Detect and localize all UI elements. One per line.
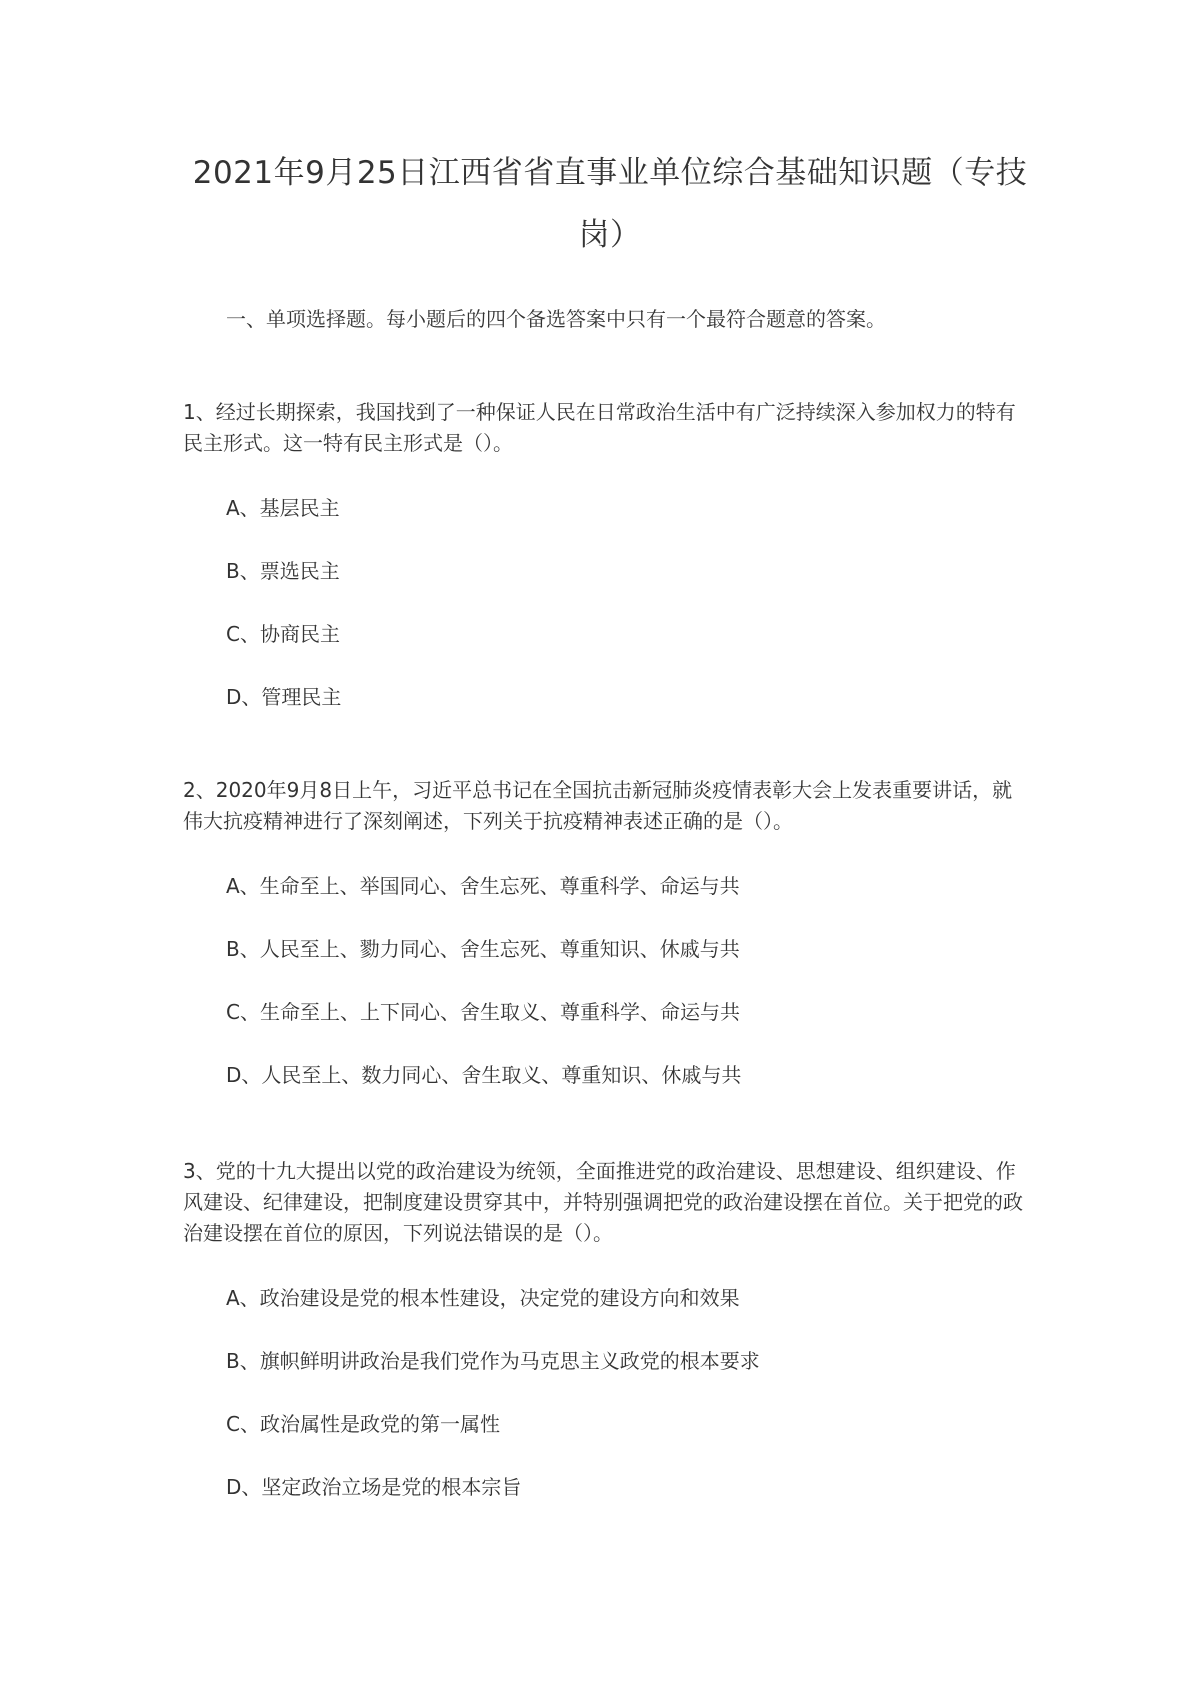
question-1-option-c: C、协商民主 (226, 622, 340, 646)
question-3-option-a: A、政治建设是党的根本性建设，决定党的建设方向和效果 (226, 1286, 740, 1310)
question-1-option-a: A、基层民主 (226, 496, 340, 520)
question-2-option-d: D、人民至上、数力同心、舍生取义、尊重知识、休戚与共 (226, 1063, 742, 1087)
question-2-option-b: B、人民至上、勠力同心、舍生忘死、尊重知识、休戚与共 (226, 937, 740, 961)
document-title: 2021年9月25日江西省省直事业单位综合基础知识题（专技岗） (192, 155, 1028, 253)
section-instructions: 一、单项选择题。每小题后的四个备选答案中只有一个最符合题意的答案。 (226, 307, 886, 331)
question-2-option-c: C、生命至上、上下同心、舍生取义、尊重科学、命运与共 (226, 1000, 740, 1024)
question-1-text: 1、经过长期探索，我国找到了一种保证人民在日常政治生活中有广泛持续深入参加权力的特有民主形式。这一特有民主形式是（）。 (183, 400, 1016, 455)
question-2-option-a: A、生命至上、举国同心、舍生忘死、尊重科学、命运与共 (226, 874, 740, 898)
question-1-option-b: B、票选民主 (226, 559, 340, 583)
question-3-option-c: C、政治属性是政党的第一属性 (226, 1412, 500, 1436)
question-3-text: 3、党的十九大提出以党的政治建设为统领，全面推进党的政治建设、思想建设、组织建设、作风建设、纪律建设，把制度建设贯穿其中，并特别强调把党的政治建设摆在首位。关于把党的政治建设摆在首位的原因，下列说法错误的是（）。 (183, 1159, 1023, 1245)
question-2-text: 2、2020年9月8日上午，习近平总书记在全国抗击新冠肺炎疫情表彰大会上发表重要讲话，就伟大抗疫精神进行了深刻阐述，下列关于抗疫精神表述正确的是（）。 (183, 778, 1013, 833)
question-3-option-d: D、坚定政治立场是党的根本宗旨 (226, 1475, 522, 1499)
question-3-option-b: B、旗帜鲜明讲政治是我们党作为马克思主义政党的根本要求 (226, 1349, 760, 1373)
question-1-option-d: D、管理民主 (226, 685, 342, 709)
